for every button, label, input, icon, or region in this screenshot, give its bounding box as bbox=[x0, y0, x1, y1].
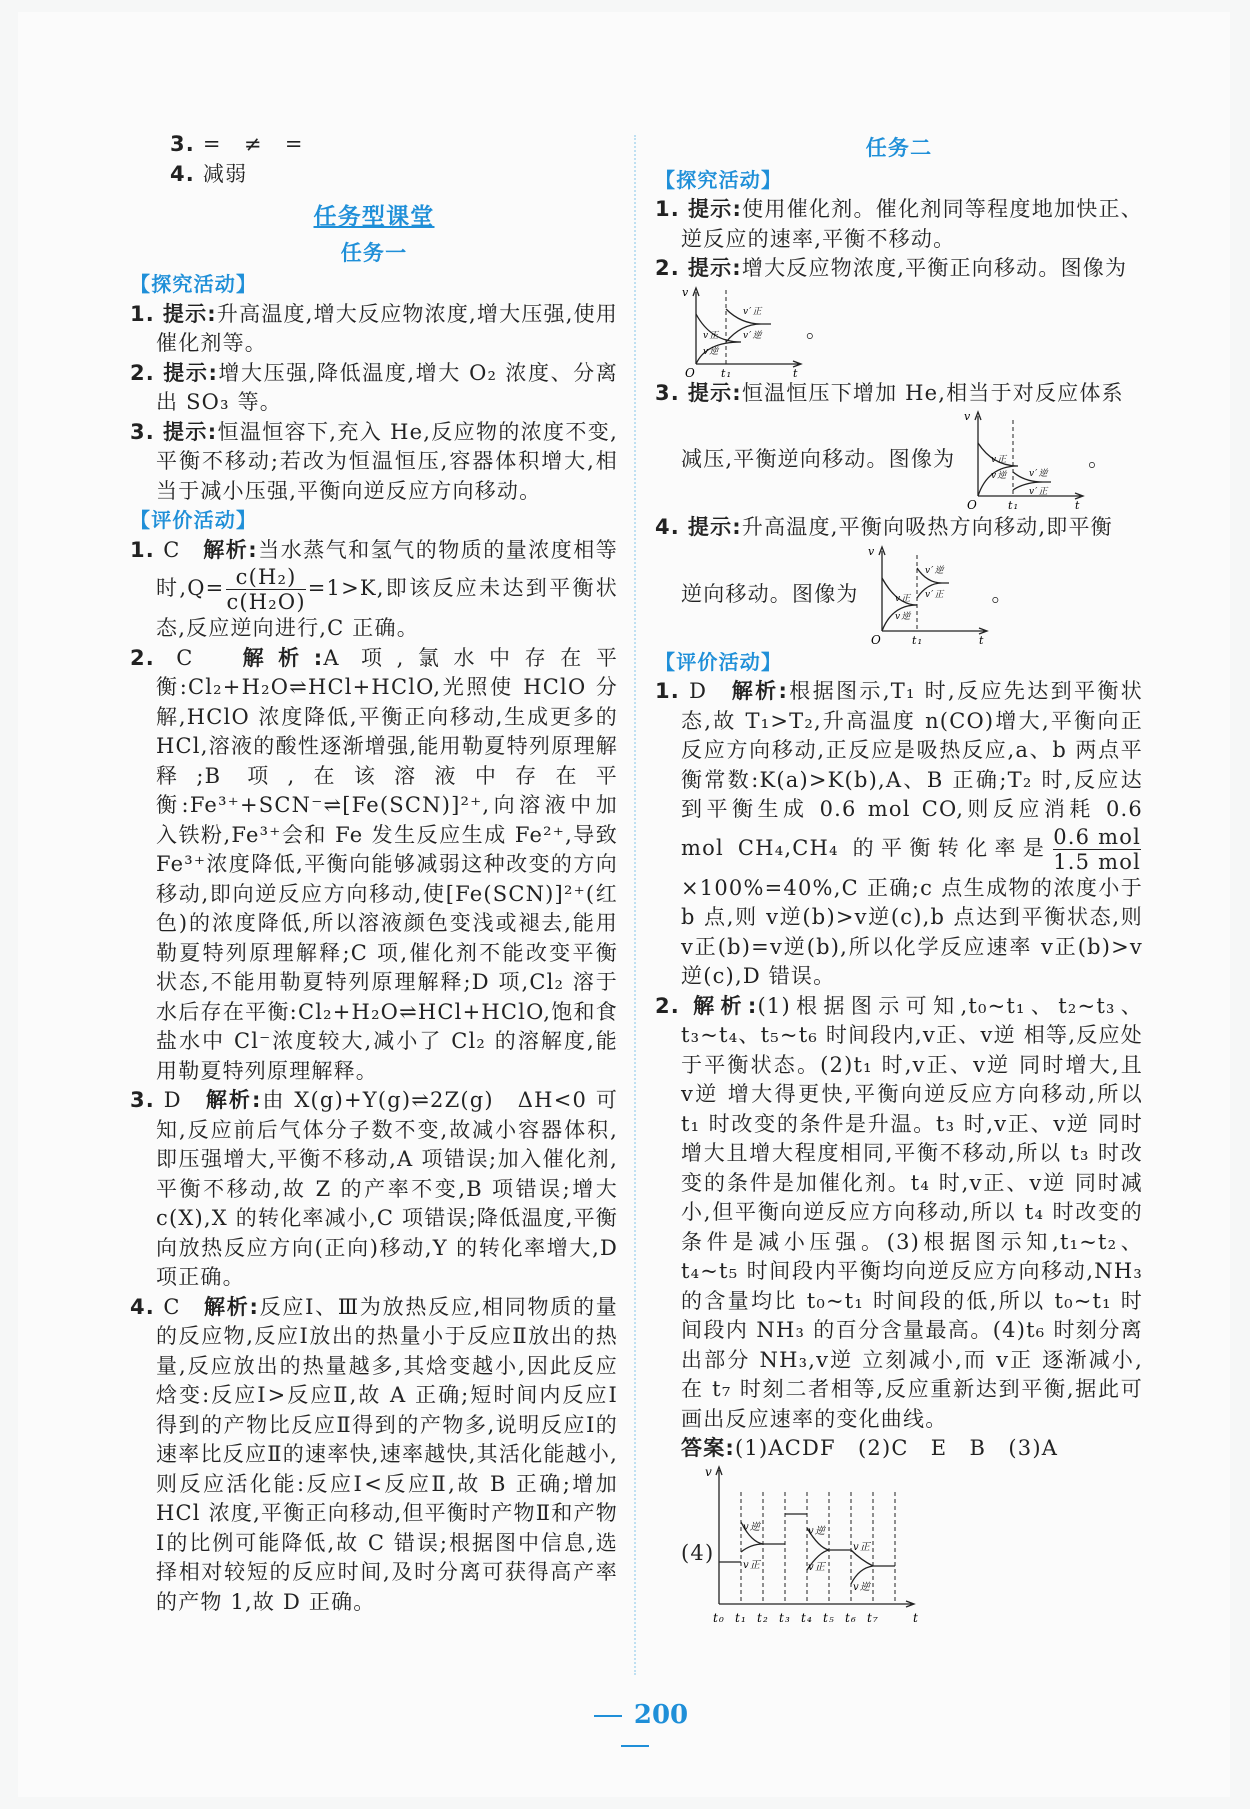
task1-title: 任务一 bbox=[340, 240, 408, 265]
eval-item: 2. 解析:(1)根据图示可知,t₀~t₁、t₂~t₃、t₃~t₄、t₅~t₆ 时间段内,v正、v逆 相等,反应处于平衡状态。(2)t₁ 时,v正、v逆 同时增大,且 v逆 增大得更快,平衡向逆反应方向移动,所以 t₁ 时改变的条件是升温。t₃ 时,v正、v逆 同时增大且增大程度相同,平衡不移动,所以 t₃ 时改变的条件是加催化剂。t₄ 时,v正、v逆 同时减小,但平衡向逆反应方向移动,所以 t₄ 时改变的条件是减小压强。(3)根据图示知,t₁~t₂、t₄~t₅ 时间段内平衡均向逆反应方向移动,NH₃ 的含量均比 t₀~t₁ 时间段的低,所以 t₀~t₁ 时间段内 NH₃ 的百分含量最高。(4)t₆ 时刻分离出部分 NH₃,v逆 立刻减小,而 v正 逐渐减小,在 t₇ 时刻二者相等,反应重新达到平衡,据此可画出反应速率的变化曲线。 bbox=[655, 993, 1144, 1431]
explore-item: 2. 提示:增大压强,降低温度,增大 O₂ 浓度、分离出 SO₃ 等。 bbox=[130, 360, 618, 414]
label-v-fwd: v正 bbox=[743, 1559, 762, 1571]
prev-item-3: 3. = ≠ = bbox=[170, 132, 304, 156]
label-v-fwd: v正 bbox=[991, 455, 1008, 465]
explore-item: 1. 提示:使用催化剂。催化剂同等程度地加快正、逆反应的速率,平衡不移动。 bbox=[655, 197, 1143, 251]
column-divider bbox=[634, 135, 636, 1675]
axis-label-v: v bbox=[682, 285, 690, 299]
tick-label: t₃ bbox=[779, 1610, 792, 1625]
explore-item: 3. 提示:恒温恒容下,充入 He,反应物的浓度不变,平衡不移动;若改为恒温恒压,容器体积增大,相当于减小压强,平衡向逆反应方向移动。 bbox=[130, 419, 618, 503]
fraction: $\frac{\text{c(H₂)}}{\text{c(H₂O)}}$ bbox=[226, 565, 306, 614]
label-v-rev: v逆 bbox=[743, 1521, 762, 1533]
label-v-fwd: v正 bbox=[894, 593, 911, 604]
label-v2-rev: v′逆 bbox=[743, 330, 763, 341]
rate-graph-temperature bbox=[867, 543, 992, 648]
prev-item-4: 4. 减弱 bbox=[170, 161, 248, 186]
explore-item: 4. 提示:升高温度,平衡向吸热方向移动,即平衡 逆向移动。图像为 v O t₁ t v正 v逆 v′逆 v′正 。 bbox=[655, 515, 1113, 647]
eval-item: 3. D 解析:由 X(g)+Y(g)⇌2Z(g) ΔH<0 可知,反应前后气体分子数不变,故减小容器体积,即压强增大,平衡不移动,A 项错误;加入催化剂,平衡不移动,故 Z 的产率不变,B 项错误;增大 c(X),X 的转化率减小,C 项错误;降低温度,平衡向放热反应方向(正向)移动,Y 的转化率增大,D 项正确。 bbox=[130, 1088, 619, 1289]
eval-item: 2. C 解析:A 项,氯水中存在平衡:Cl₂+H₂O⇌HCl+HClO,光照使 HClO 分解,HClO 浓度降低,平衡正向移动,生成更多的 HCl,溶液的酸性逐渐增强,能用勒夏特列原理解释;B 项,在该溶液中存在平衡:Fe³⁺+SCN⁻⇌[Fe(SCN)]²⁺,向溶液中加入铁粉,Fe³⁺会和 Fe 发生反应生成 Fe²⁺,导致 Fe³⁺浓度降低,平衡向能够减弱这种改变的方向移动,即向逆反应方向移动,使[Fe(SCN)]²⁺(红色)的浓度降低,所以溶液颜色变浅或褪去,能用勒夏特列原理解释;C 项,催化剂不能改变平衡状态,不能用勒夏特列原理解释;D 项,Cl₂ 溶于水后存在平衡:Cl₂+H₂O⇌HCl+HClO,饱和食盐水中 Cl⁻浓度较大,减小了 Cl₂ 的溶解度,能用勒夏特列原理解释。 bbox=[130, 645, 619, 1083]
label-v-fwd: v正 bbox=[853, 1541, 872, 1553]
label-v-rev: v逆 bbox=[703, 346, 720, 357]
label-v-rev: v逆 bbox=[853, 1581, 872, 1593]
explore-item: 3. 提示:恒温恒压下增加 He,相当于对反应体系 减压,平衡逆向移动。图像为 v O t₁ t v正 v逆 v′逆 v′正 。 bbox=[655, 380, 1124, 512]
label-v-rev: v逆 bbox=[808, 1525, 827, 1537]
tick-label: t₇ bbox=[867, 1610, 880, 1625]
axis-label-v: v bbox=[705, 1464, 713, 1479]
axis-label-t: t bbox=[793, 366, 799, 379]
tick-label: t₁ bbox=[735, 1610, 748, 1625]
tick-t1: t₁ bbox=[721, 366, 733, 379]
left-column bbox=[130, 130, 618, 1617]
page-number: 200 bbox=[560, 1700, 710, 1760]
label-v2-rev: v′逆 bbox=[924, 565, 945, 576]
eval-item: 1. D 解析:根据图示,T₁ 时,反应先达到平衡状态,故 T₁>T₂,升高温度 n(CO)增大,平衡向正反应方向移动,正反应是吸热反应,a、b 两点平衡常数:K(a)>K(b),A、B 正确;T₂ 时,反应达到平衡生成 0.6 mol CO,则反应消耗 0.6 mol CH₄,CH₄ 的平衡转化率是 $\frac{\text{0.6 mol}}{\text{1.5 mol}}$ ×100%=40%,C 正确;c 点生成物的浓度小于 b 点,则 v逆(b)>v逆(c),b 点达到平衡状态,则 v正(b)=v逆(b),所以化学反应速率 v正(b)>v逆(c),D 错误。 bbox=[655, 679, 1144, 988]
origin-label: O bbox=[685, 365, 697, 379]
axis-label-t: t bbox=[913, 1610, 920, 1625]
tick-label: t₂ bbox=[757, 1610, 770, 1625]
tick-label: t₆ bbox=[845, 1610, 858, 1625]
label-v-fwd: v正 bbox=[808, 1561, 827, 1573]
label-v2-fwd: v′正 bbox=[924, 589, 945, 600]
eval-label: 【评价活动】 bbox=[130, 508, 258, 532]
axis-label-v: v bbox=[964, 410, 972, 423]
eval-label: 【评价活动】 bbox=[655, 649, 783, 674]
task2-title: 任务二 bbox=[865, 136, 933, 160]
origin-label: O bbox=[870, 632, 882, 647]
axis-label-t: t bbox=[1075, 499, 1081, 512]
right-column bbox=[655, 130, 1143, 1629]
label-v-rev: v逆 bbox=[894, 611, 911, 622]
fraction: $\frac{\text{0.6 mol}}{\text{1.5 mol}}$ bbox=[1053, 824, 1141, 874]
rate-graph-concentration bbox=[681, 284, 806, 379]
axis-label-t: t bbox=[978, 633, 985, 647]
section-title: 任务型课堂 bbox=[313, 204, 435, 230]
explore-label: 【探究活动】 bbox=[130, 272, 258, 296]
tick-t1: t₁ bbox=[1008, 499, 1020, 512]
explore-item: 1. 提示:升高温度,增大反应物浓度,增大压强,使用催化剂等。 bbox=[130, 301, 618, 355]
answer-line: 答案:(1)ACDF (2)C E B (3)A bbox=[681, 1436, 1059, 1460]
eval-item: 4. C 解析:反应Ⅰ、Ⅲ为放热反应,相同物质的量的反应物,反应Ⅰ放出的热量小于反应Ⅱ放出的热量,反应放出的热量越多,其焓变越小,因此反应焓变:反应Ⅰ>反应Ⅱ,故 A 正确;短时间内反应Ⅰ得到的产物比反应Ⅱ得到的产物多,说明反应Ⅰ的速率比反应Ⅱ的速率快,速率越快,其活化能越小,则反应活化能:反应Ⅰ<反应Ⅱ,故 B 正确;增加 HCl 浓度,平衡正向移动,但平衡时产物Ⅱ和产物Ⅰ的比例可能降低,故 C 错误;根据图中信息,选择相对较短的反应时间,及时分离可获得高产率的产物 1,故 D 正确。 bbox=[130, 1294, 618, 1614]
answer-rate-graph bbox=[691, 1464, 931, 1629]
tick-t1: t₁ bbox=[911, 633, 923, 647]
label-v2-fwd: v′正 bbox=[743, 306, 763, 317]
label-v2-rev: v′逆 bbox=[1029, 469, 1049, 479]
explore-item: 2. 提示:增大反应物浓度,平衡正向移动。图像为 v O t₁ t v正 v逆 v′正 v′逆 。 bbox=[655, 256, 1128, 379]
label-v-fwd: v正 bbox=[703, 330, 720, 341]
eval-item: 1. C 解析:当水蒸气和氢气的物质的量浓度相等时,Q= $\frac{\text{c(H₂)}}{\text{c(H₂O)}}$ =1>K,即该反应未达到平衡状态,反应逆向进行,C 正确。 bbox=[130, 537, 618, 640]
label-v-rev: v逆 bbox=[991, 471, 1008, 481]
rate-graph-pressure bbox=[963, 408, 1088, 513]
explore-label: 【探究活动】 bbox=[655, 167, 783, 192]
origin-label: O bbox=[967, 498, 979, 512]
answer-part4: (4) v t v逆 v正 v逆 v正 v正 v逆 t₀ t₁ t₂ t₃ t₄ t₅ t₆ t₇ bbox=[655, 1464, 1143, 1629]
tick-label: t₀ bbox=[713, 1610, 726, 1625]
tick-label: t₄ bbox=[801, 1610, 814, 1625]
tick-label: t₅ bbox=[823, 1610, 836, 1625]
axis-label-v: v bbox=[867, 544, 875, 558]
label-v2-fwd: v′正 bbox=[1029, 487, 1049, 497]
